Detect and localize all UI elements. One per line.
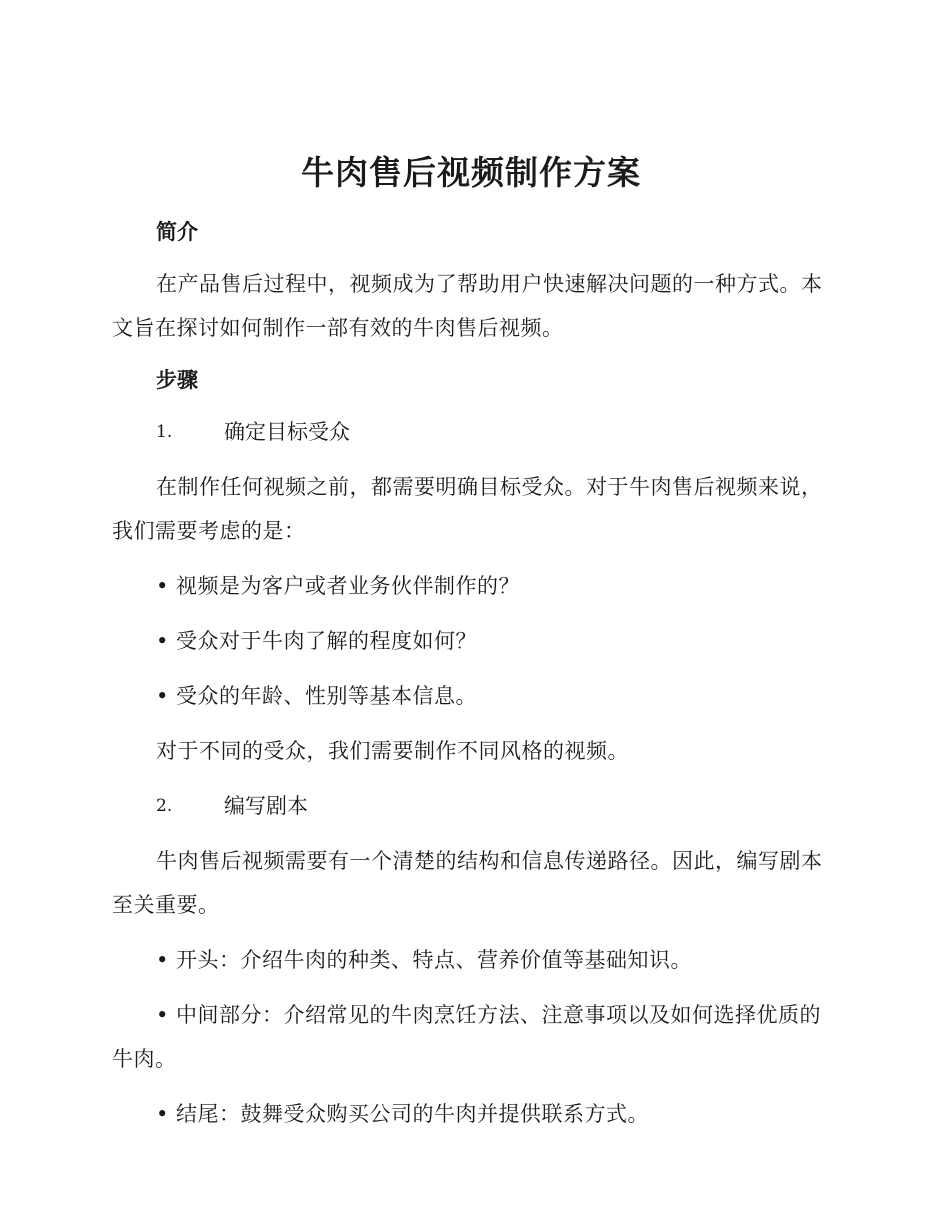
steps-heading: 步骤 [156,368,198,392]
step2-bullet-3: • 结尾：鼓舞受众购买公司的牛肉并提供联系方式。 [156,1102,650,1126]
step2-number: 2. [156,796,173,816]
step1-number: 1. [156,422,173,442]
document-title: 牛肉售后视频制作方案 [301,153,641,192]
step1-bullet-1: • 视频是为客户或者业务伙伴制作的？ [156,574,521,598]
step1-closing: 对于不同的受众，我们需要制作不同风格的视频。 [156,739,629,763]
step2-heading [112,784,830,828]
step1-bullet-3: • 受众的年龄、性别等基本信息。 [156,684,478,708]
intro-paragraph: 在产品售后过程中，视频成为了帮助用户快速解决问题的一种方式。本文旨在探讨如何制作一部有效的牛肉售后视频。 [112,272,823,340]
step2-title: 编写剧本 [224,794,308,818]
step2-bullet-1: • 开头：介绍牛肉的种类、特点、营养价值等基础知识。 [156,948,693,972]
intro-heading: 简介 [156,220,198,244]
step2-paragraph: 牛肉售后视频需要有一个清楚的结构和信息传递路径。因此，编写剧本至关重要。 [112,849,823,917]
step1-heading [112,410,830,454]
step1-title: 确定目标受众 [224,420,350,444]
step1-paragraph: 在制作任何视频之前，都需要明确目标受众。对于牛肉售后视频来说，我们需要考虑的是： [112,475,823,543]
step2-bullet-2: • 中间部分：介绍常见的牛肉烹饪方法、注意事项以及如何选择优质的牛肉。 [112,1003,822,1071]
step1-bullet-2: • 受众对于牛肉了解的程度如何？ [156,629,478,653]
